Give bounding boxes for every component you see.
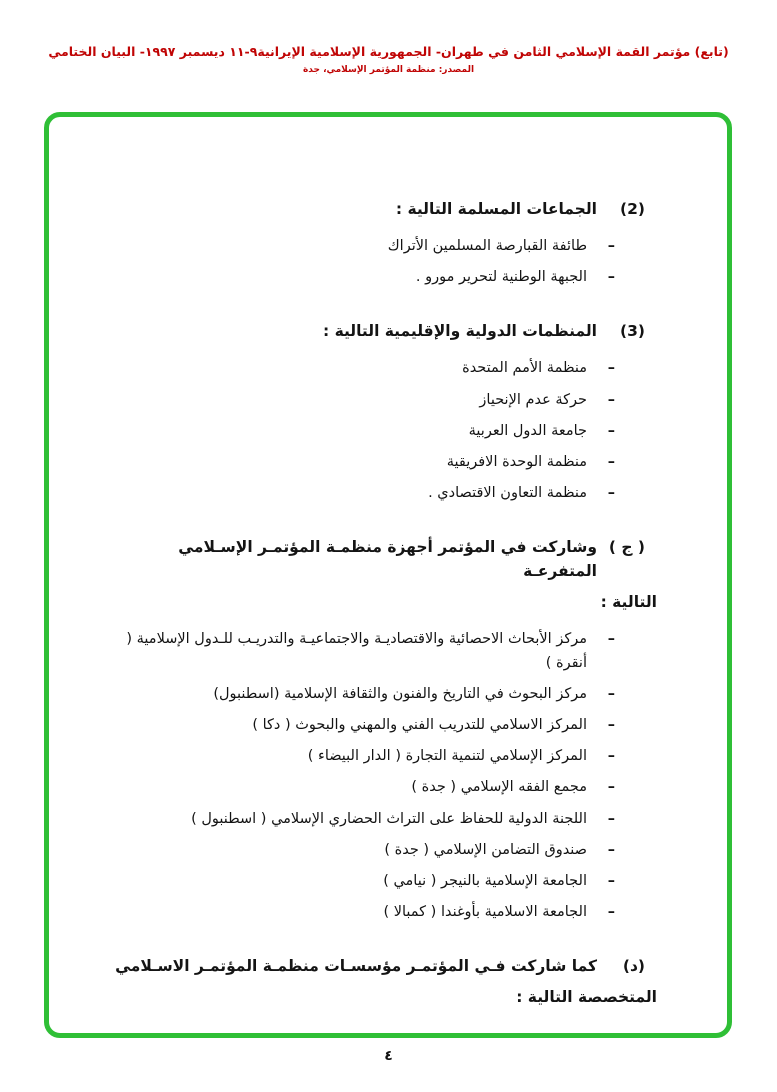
section-marker: (3) — [620, 322, 645, 341]
item-text: الجامعة الاسلامية بأوغندا ( كمبالا ) — [383, 904, 587, 921]
section-jeem-oic-organs — [99, 535, 657, 924]
section-marker: ( ج ) — [608, 538, 645, 557]
list-item — [99, 420, 657, 443]
dash-marker: – — [607, 422, 615, 439]
section-heading: كما شاركت فـي المؤتمـر مؤسسـات منظمـة المؤتمـر الاسـلامي — [115, 957, 597, 976]
list-item — [99, 839, 657, 862]
item-text: منظمة الأمم المتحدة — [462, 360, 587, 377]
dash-marker: – — [607, 841, 615, 858]
dash-marker: – — [607, 779, 615, 796]
document-header — [0, 44, 777, 75]
document-title: (تابع) مؤتمر القمة الإسلامي الثامن في طهران- الجمهورية الإسلامية الإيرانية٩-١١ ديسمبر ١٩٩٧- البيان الختامي — [48, 44, 729, 59]
dash-marker: – — [607, 716, 615, 733]
section-heading: الجماعات المسلمة التالية : — [395, 200, 597, 218]
section-head — [99, 197, 657, 221]
dash-marker: – — [607, 269, 615, 286]
list-item — [99, 808, 657, 831]
item-text: منظمة الوحدة الافريقية — [446, 453, 587, 470]
section-marker: (2) — [620, 200, 645, 218]
list-item — [99, 745, 657, 768]
list-item — [99, 266, 657, 289]
section-head — [99, 319, 657, 343]
item-text: منظمة التعاون الاقتصادي . — [428, 485, 587, 502]
list-item — [99, 357, 657, 380]
dash-marker: – — [607, 631, 615, 648]
item-text: مركز الأبحاث الاحصائية والاقتصاديـة والاجتماعيـة والتدريـب للـدول الإسلامية ( أنقرة ) — [126, 631, 587, 671]
list-item — [99, 389, 657, 412]
section-items — [99, 357, 657, 505]
item-text: جامعة الدول العربية — [468, 422, 587, 439]
dash-marker: – — [607, 238, 615, 255]
dash-marker: – — [607, 485, 615, 502]
item-text: اللجنة الدولية للحفاظ على التراث الحضاري الإسلامي ( اسطنبول ) — [191, 810, 587, 827]
dash-marker: – — [607, 748, 615, 765]
list-item — [99, 870, 657, 893]
page-number: ٤ — [384, 1048, 393, 1064]
list-item — [99, 683, 657, 706]
section-heading-line2: التالية : — [600, 593, 657, 612]
section-items — [99, 628, 657, 924]
section-head — [99, 535, 657, 583]
item-text: المركز الإسلامي لتنمية التجارة ( الدار البيضاء ) — [307, 748, 587, 765]
content-frame — [44, 112, 732, 1038]
dash-marker: – — [607, 360, 615, 377]
dash-marker: – — [607, 810, 615, 827]
section-heading-line2: المتخصصة التالية : — [516, 988, 657, 1007]
dash-marker: – — [607, 391, 615, 408]
item-text: الجبهة الوطنية لتحرير مورو . — [415, 269, 587, 286]
section-heading: وشاركت في المؤتمر أجهزة منظمـة المؤتمـر الإسـلامي المتفرعـة — [178, 538, 597, 581]
section-marker: (د) — [622, 957, 645, 976]
section-heading: المنظمات الدولية والإقليمية التالية : — [322, 322, 597, 341]
dash-marker: – — [607, 685, 615, 702]
dash-marker: – — [607, 453, 615, 470]
item-text: طائفة القبارصة المسلمين الأتراك — [387, 238, 587, 255]
item-text: مركز البحوث في التاريخ والفنون والثقافة الإسلامية (اسطنبول) — [213, 685, 587, 702]
list-item — [99, 451, 657, 474]
item-text: حركة عدم الإنحياز — [479, 391, 587, 408]
section-head — [99, 954, 657, 978]
list-item — [99, 776, 657, 799]
item-text: صندوق التضامن الإسلامي ( جدة ) — [384, 841, 587, 858]
item-text: الجامعة الإسلامية بالنيجر ( نيامي ) — [383, 872, 587, 889]
list-item — [99, 901, 657, 924]
dash-marker: – — [607, 872, 615, 889]
section-items — [99, 235, 657, 289]
item-text: مجمع الفقه الإسلامي ( جدة ) — [411, 779, 587, 796]
list-item — [99, 714, 657, 737]
section-dal-oic-institutions — [99, 954, 657, 1009]
list-item — [99, 235, 657, 258]
item-text: المركز الاسلامي للتدريب الفني والمهني والبحوث ( دكا ) — [252, 716, 587, 733]
document-source: المصدر: منظمة المؤتمر الإسلامي، جدة — [302, 65, 475, 76]
section-2-muslim-groups — [99, 197, 657, 289]
list-item — [99, 628, 657, 674]
list-item — [99, 482, 657, 505]
section-3-international-orgs — [99, 319, 657, 505]
dash-marker: – — [607, 904, 615, 921]
